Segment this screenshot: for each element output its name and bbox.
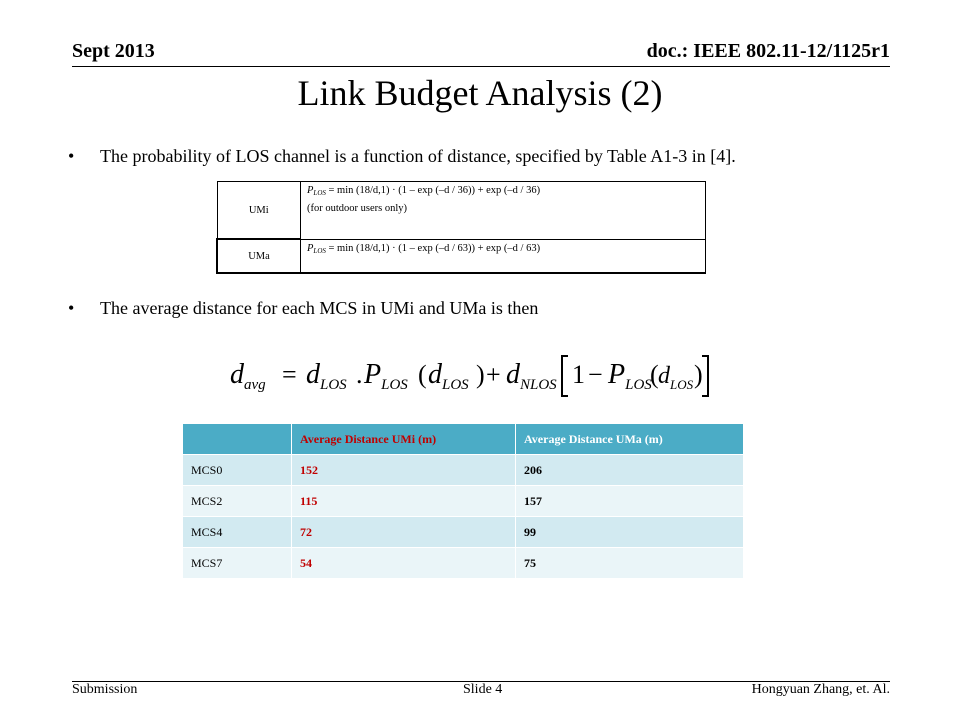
uma-value-cell: 157 (516, 486, 744, 517)
column-header-uma: Average Distance UMa (m) (516, 424, 744, 455)
table-row (217, 182, 706, 240)
table-row (183, 455, 744, 486)
footer-author: Hongyuan Zhang, et. Al. (751, 682, 890, 697)
table-header-row (183, 424, 744, 455)
footer-submission: Submission (72, 682, 138, 697)
formula-note: (for outdoor users only) (307, 203, 408, 214)
p-symbol: P (307, 242, 314, 254)
scenario-cell: UMi (217, 182, 301, 240)
svg-text:−: − (588, 360, 603, 389)
formula-cell (301, 182, 706, 240)
table-row (217, 239, 706, 273)
table-row (183, 517, 744, 548)
svg-text:PLOS: $P_{LOS}$ (608, 359, 652, 393)
table-row (183, 548, 744, 579)
header-doc-id: doc.: IEEE 802.11-12/1125r1 (646, 40, 890, 62)
bullet-dot-icon: • (68, 146, 75, 166)
table-row (183, 486, 744, 517)
umi-value-cell: 54 (292, 548, 516, 579)
formula-line (307, 185, 699, 197)
mcs-cell: MCS7 (183, 548, 292, 579)
bullet-text: The average distance for each MCS in UMi and UMa is then (100, 298, 539, 318)
svg-text:davg: $d_{avg}$ (230, 359, 266, 393)
bullet-average-distance (68, 298, 538, 319)
header-rule (72, 66, 890, 67)
formula-text: = min (18/d,1) · (1 – exp (–d / 36)) + exp (–d / 36) (328, 185, 541, 196)
average-distance-table (182, 423, 744, 579)
uma-value-cell: 99 (516, 517, 744, 548)
average-distance-equation (230, 350, 710, 400)
formula-line (307, 243, 699, 255)
mcs-cell: MCS0 (183, 455, 292, 486)
svg-text:dLOS: $d_{LOS}$ (658, 363, 694, 392)
svg-text:PLOS: $P_{LOS}$ (364, 359, 408, 393)
umi-value-cell: 152 (292, 455, 516, 486)
bullet-dot-icon: • (68, 298, 75, 318)
header-date: Sept 2013 (72, 40, 155, 62)
mcs-cell: MCS4 (183, 517, 292, 548)
formula-cell (301, 239, 706, 273)
scenario-cell: UMa (217, 239, 301, 273)
bullet-text: The probability of LOS channel is a function of distance, specified by Table A1-3 in [4]. (100, 146, 736, 166)
svg-text:=: = (282, 360, 297, 389)
p-subscript: LOS (313, 189, 326, 197)
formula-text: = min (18/d,1) · (1 – exp (–d / 63)) + exp (–d / 63) (328, 242, 541, 254)
svg-text:1: 1 (572, 360, 585, 389)
uma-value-cell: 206 (516, 455, 744, 486)
umi-value-cell: 115 (292, 486, 516, 517)
p-subscript: LOS (313, 246, 326, 255)
svg-text:dLOS: $d_{LOS}$ (306, 359, 347, 393)
svg-text:): ) (476, 360, 485, 389)
svg-text:.: . (356, 360, 363, 389)
svg-text:): ) (694, 360, 703, 389)
svg-text:+: + (486, 360, 501, 389)
svg-text:(: ( (650, 360, 659, 389)
footer-slide-number: Slide 4 (463, 682, 503, 697)
svg-text:dLOS: $d_{LOS}$ (428, 359, 469, 393)
column-header-empty (183, 424, 292, 455)
column-header-umi: Average Distance UMi (m) (292, 424, 516, 455)
p-symbol: P (307, 185, 314, 196)
mcs-cell: MCS2 (183, 486, 292, 517)
slide-title: Link Budget Analysis (2) (297, 73, 663, 113)
svg-text:(: ( (418, 360, 427, 389)
los-probability-table (216, 181, 706, 274)
svg-text:dNLOS: $d_{NLOS}$ (506, 359, 557, 393)
uma-value-cell: 75 (516, 548, 744, 579)
bullet-los-probability (68, 146, 736, 167)
umi-value-cell: 72 (292, 517, 516, 548)
